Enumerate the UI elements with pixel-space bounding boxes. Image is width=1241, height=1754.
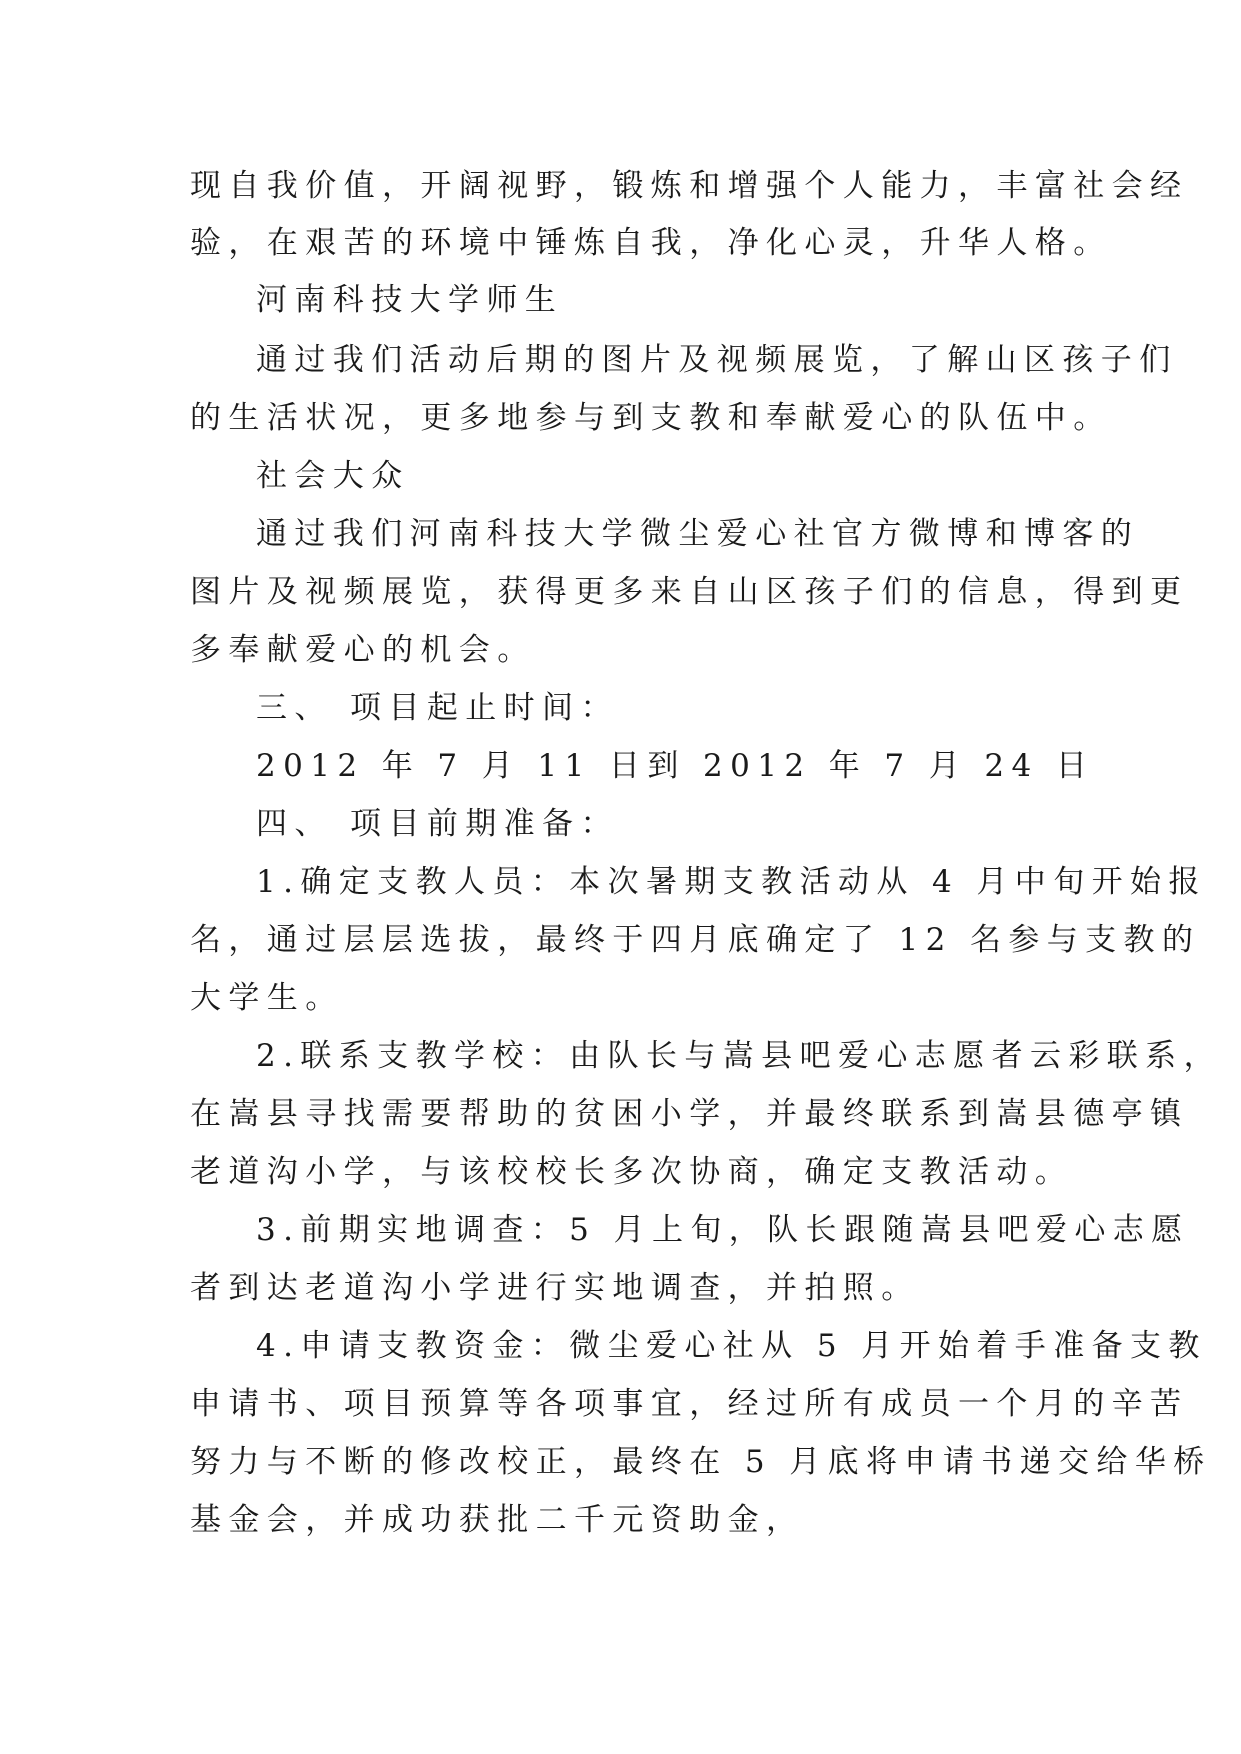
text-line: 在嵩县寻找需要帮助的贫困小学，并最终联系到嵩县德亭镇 xyxy=(190,1096,1189,1132)
text-line: 申请书、项目预算等各项事宜，经过所有成员一个月的辛苦 xyxy=(190,1386,1189,1422)
text-line: 老道沟小学，与该校校长多次协商，确定支教活动。 xyxy=(190,1154,1074,1190)
text-line: 努力与不断的修改校正，最终在 5 月底将申请书递交给华桥 xyxy=(190,1444,1212,1480)
list-item: 3.前期实地调查：5 月上旬，队长跟随嵩县吧爱心志愿 xyxy=(256,1212,1190,1248)
text-line: 名，通过层层选拔，最终于四月底确定了 12 名参与支教的 xyxy=(190,922,1201,958)
list-item: 4.申请支教资金：微尘爱心社从 5 月开始着手准备支教 xyxy=(256,1328,1207,1364)
text-line: 多奉献爱心的机会。 xyxy=(190,632,536,668)
text-line: 通过我们活动后期的图片及视频展览，了解山区孩子们 xyxy=(256,342,1178,378)
text-line: 的生活状况，更多地参与到支教和奉献爱心的队伍中。 xyxy=(190,400,1112,436)
section-heading: 河南科技大学师生 xyxy=(256,282,564,318)
text-line: 基金会，并成功获批二千元资助金， xyxy=(190,1502,805,1538)
section-heading: 社会大众 xyxy=(256,458,410,494)
list-item: 1.确定支教人员：本次暑期支教活动从 4 月中旬开始报 xyxy=(256,864,1207,900)
text-line: 现自我价值，开阔视野，锻炼和增强个人能力，丰富社会经 xyxy=(190,168,1189,204)
section-heading: 四、 项目前期准备： xyxy=(256,806,619,842)
list-item: 2.联系支教学校：由队长与嵩县吧爱心志愿者云彩联系， xyxy=(256,1038,1222,1074)
text-line: 验，在艰苦的环境中锤炼自我，净化心灵，升华人格。 xyxy=(190,225,1112,261)
text-line: 者到达老道沟小学进行实地调查，并拍照。 xyxy=(190,1270,920,1306)
text-line: 图片及视频展览，获得更多来自山区孩子们的信息，得到更 xyxy=(190,574,1189,610)
text-line: 大学生。 xyxy=(190,980,344,1016)
text-line: 通过我们河南科技大学微尘爱心社官方微博和博客的 xyxy=(256,516,1140,552)
section-heading: 三、 项目起止时间： xyxy=(256,690,619,726)
date-range: 2012 年 7 月 11 日到 2012 年 7 月 24 日 xyxy=(256,748,1095,784)
